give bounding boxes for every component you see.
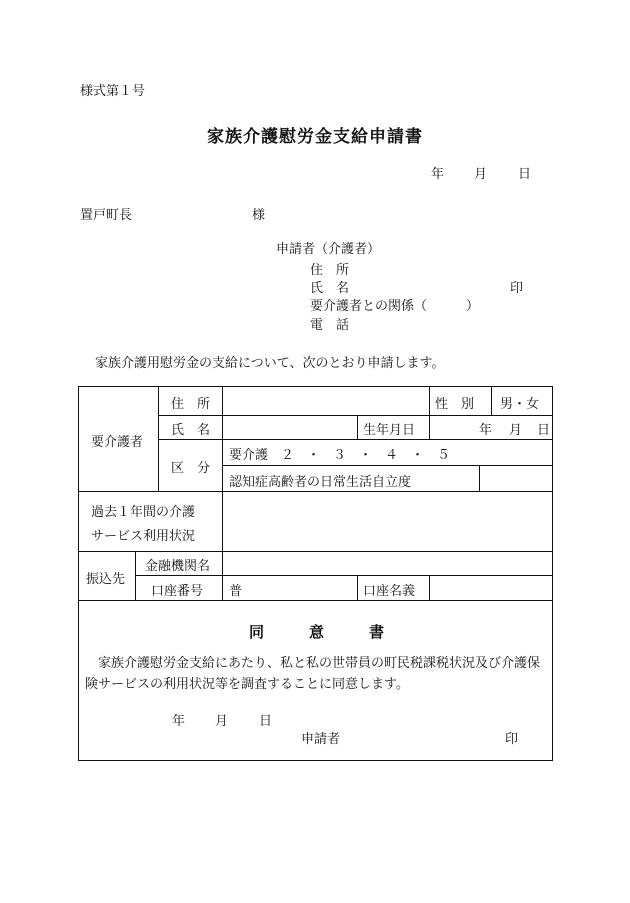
- bank-name-label: 金融機関名: [145, 559, 211, 574]
- col-line: [357, 575, 358, 600]
- col-line: [429, 415, 430, 439]
- col-line: [479, 465, 480, 491]
- consent-day-label: 日: [259, 714, 273, 729]
- col-line: [357, 415, 358, 439]
- col-line: [491, 387, 492, 415]
- honorific: 様: [252, 208, 266, 223]
- col-line: [158, 387, 159, 491]
- addressee: 置戸町長: [80, 208, 133, 223]
- birth-date-label: 生年月日: [363, 423, 416, 438]
- form-number: 様式第１号: [80, 84, 146, 99]
- applicant-address-label: 住 所: [310, 263, 350, 278]
- applicant-seal-mark: 印: [510, 281, 524, 296]
- consent-month-label: 月: [215, 714, 229, 729]
- past-usage-label-line2: サービス利用状況: [91, 529, 196, 544]
- birth-month-label: 月: [509, 423, 523, 438]
- applicant-name-label: 氏 名: [310, 281, 350, 296]
- consent-applicant-label: 申請者: [301, 732, 341, 747]
- date-year-label: 年: [431, 167, 445, 182]
- care-recipient-label: 要介護者: [91, 435, 144, 450]
- col-line: [222, 551, 223, 600]
- document-title: 家族介護慰労金支給申請書: [207, 127, 423, 147]
- applicant-phone-label: 電 話: [310, 318, 350, 333]
- row-line: [79, 551, 553, 552]
- account-holder-label: 口座名義: [363, 584, 416, 599]
- applicant-heading: 申請者（介護者）: [276, 242, 381, 257]
- consent-text: 家族介護慰労金支給にあたり、私と私の世帯員の町民税課税状況及び介護保険サービスの利用状況等を調査することに同意します。: [85, 656, 541, 692]
- birth-year-label: 年: [479, 423, 493, 438]
- date-month-label: 月: [474, 167, 488, 182]
- consent-year-label: 年: [172, 714, 186, 729]
- col-line: [429, 387, 430, 415]
- col-line: [222, 491, 223, 551]
- birth-day-label: 日: [537, 423, 551, 438]
- col-line: [222, 387, 223, 491]
- col-line: [429, 575, 430, 600]
- transfer-destination-label: 振込先: [86, 572, 126, 587]
- sex-label: 性 別: [435, 397, 475, 412]
- consent-title: 同 意 書: [248, 623, 384, 641]
- date-day-label: 日: [518, 167, 532, 182]
- recipient-name-label: 氏 名: [171, 423, 211, 438]
- account-number-label: 口座番号: [151, 584, 204, 599]
- account-type-value: 普: [229, 584, 243, 599]
- category-label: 区 分: [171, 461, 211, 476]
- col-line: [135, 551, 136, 600]
- row-line: [79, 600, 553, 601]
- row-line: [79, 491, 553, 492]
- row-line: [222, 465, 553, 466]
- sex-value: 男・女: [500, 397, 540, 412]
- row-line: [135, 575, 553, 576]
- consent-seal-mark: 印: [505, 732, 519, 747]
- row-line: [158, 439, 553, 440]
- past-usage-label-line1: 過去１年間の介護: [91, 505, 196, 520]
- application-table: [78, 386, 553, 761]
- care-level-options: 要介護 ２ ・ ３ ・ ４ ・ ５: [229, 448, 451, 463]
- applicant-relation-label: 要介護者との関係（ ）: [310, 299, 480, 314]
- dementia-independence-label: 認知症高齢者の日常生活自立度: [229, 475, 412, 490]
- intro-sentence: 家族介護用慰労金の支給について、次のとおり申請します。: [95, 356, 445, 371]
- row-line: [158, 415, 553, 416]
- recipient-address-label: 住 所: [171, 397, 211, 412]
